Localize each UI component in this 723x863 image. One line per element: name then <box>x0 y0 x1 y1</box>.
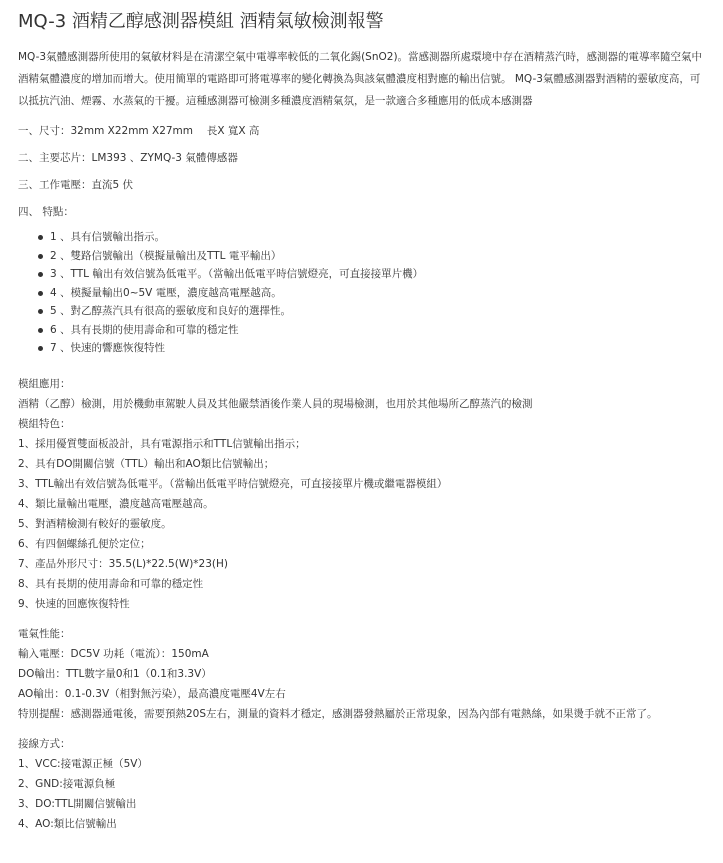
list-item: 2、具有DO開關信號（TTL）輸出和AO類比信號輸出； <box>18 457 275 470</box>
spec-voltage: 三、工作電壓：直流5 伏 <box>18 179 134 191</box>
list-item: 2、GND:接電源負極 <box>18 777 116 790</box>
electrical-section <box>18 624 713 724</box>
section-heading: 接線方式： <box>18 737 71 750</box>
bullet-icon <box>38 235 43 240</box>
spec-list <box>18 118 713 226</box>
spec-size: 一、尺寸：32mm X22mm X27mm 長X 寬X 高 <box>18 125 260 137</box>
list-item: 3、DO:TTL開關信號輸出 <box>18 797 137 810</box>
list-item: 輸入電壓：DC5V 功耗（電流）：150mA <box>18 647 209 660</box>
list-item: 5 、對乙醇蒸汽具有很高的靈敏度和良好的選擇性。 <box>38 302 713 321</box>
list-item: 3、TTL輸出有效信號為低電平。（當輸出低電平時信號燈亮，可直接接單片機或繼電器模組） <box>18 477 448 490</box>
intro-paragraph: MQ-3氣體感測器所使用的氣敏材料是在清潔空氣中電導率較低的二氧化錫(SnO2)。當感測器所處環境中存在酒精蒸汽時，感測器的電導率隨空氣中酒精氣體濃度的增加而增大。使用簡單的電路即可將電導率的變化轉換為與該氣體濃度相對應的輸出信號。 MQ-3氣體感測器對酒精的靈敏度高，可以抵抗汽油、煙霧、水蒸氣的干擾。這種感測器可檢測多種濃度酒精氣氛，是一款適合多種應用的低成本感測器 <box>18 51 703 107</box>
list-item: 1、VCC:接電源正極（5V） <box>18 757 148 770</box>
warning-note: 特別提醒：感測器通電後，需要預熱20S左右，測量的資料才穩定，感測器發熱屬於正常現象，因為內部有電熱絲，如果燙手就不正常了。 <box>18 707 658 720</box>
module-features-section <box>18 414 713 614</box>
list-item: 7 、快速的響應恢復特性 <box>38 339 713 358</box>
list-item: 6 、具有長期的使用壽命和可靠的穩定性 <box>38 321 713 340</box>
application-section <box>18 374 713 414</box>
bullet-icon <box>38 291 43 296</box>
list-item: 1 、具有信號輸出指示。 <box>38 228 713 247</box>
spec-features-heading: 四、 特點： <box>18 206 74 218</box>
section-heading: 模組特色： <box>18 417 71 430</box>
page-title: MQ-3 酒精乙醇感測器模組 酒精氣敏檢測報警 <box>18 11 384 32</box>
bullet-icon <box>38 328 43 333</box>
list-item: 6、有四個螺絲孔便於定位； <box>18 537 151 550</box>
list-item: 3 、TTL 輸出有效信號為低電平。（當輸出低電平時信號燈亮，可直接接單片機） <box>38 265 713 284</box>
list-item: 1、採用優質雙面板設計，具有電源指示和TTL信號輸出指示； <box>18 437 306 450</box>
list-item: 8、具有長期的使用壽命和可靠的穩定性 <box>18 577 204 590</box>
list-item: 4、AO:類比信號輸出 <box>18 817 117 830</box>
list-item: 4、類比量輸出電壓，濃度越高電壓越高。 <box>18 497 214 510</box>
spacer <box>18 614 713 624</box>
section-heading: 電氣性能： <box>18 627 71 640</box>
spec-chip: 二、主要芯片：LM393 、ZYMQ-3 氣體傳感器 <box>18 152 238 164</box>
list-item: 7、產品外形尺寸：35.5(L)*22.5(W)*23(H) <box>18 557 229 570</box>
bullet-icon <box>38 346 43 351</box>
bullet-icon <box>38 309 43 314</box>
list-item: 9、快速的回應恢復特性 <box>18 597 130 610</box>
list-item: 4 、模擬量輸出0~5V 電壓，濃度越高電壓越高。 <box>38 284 713 303</box>
section-heading: 模組應用： <box>18 377 71 390</box>
list-item: AO輸出：0.1-0.3V（相對無污染），最高濃度電壓4V左右 <box>18 687 286 700</box>
wiring-section <box>18 734 713 834</box>
bullet-icon <box>38 272 43 277</box>
feature-bullet-list <box>18 228 713 358</box>
list-item: 2 、雙路信號輸出（模擬量輸出及TTL 電平輸出） <box>38 247 713 266</box>
spacer <box>18 724 713 734</box>
bullet-icon <box>38 254 43 259</box>
list-item: DO輸出：TTL數字量0和1（0.1和3.3V） <box>18 667 212 680</box>
list-item: 5、對酒精檢測有較好的靈敏度。 <box>18 517 172 530</box>
application-text: 酒精（乙醇）檢測，用於機動車駕駛人員及其他嚴禁酒後作業人員的現場檢測，也用於其他場所乙醇蒸汽的檢測 <box>18 397 533 410</box>
